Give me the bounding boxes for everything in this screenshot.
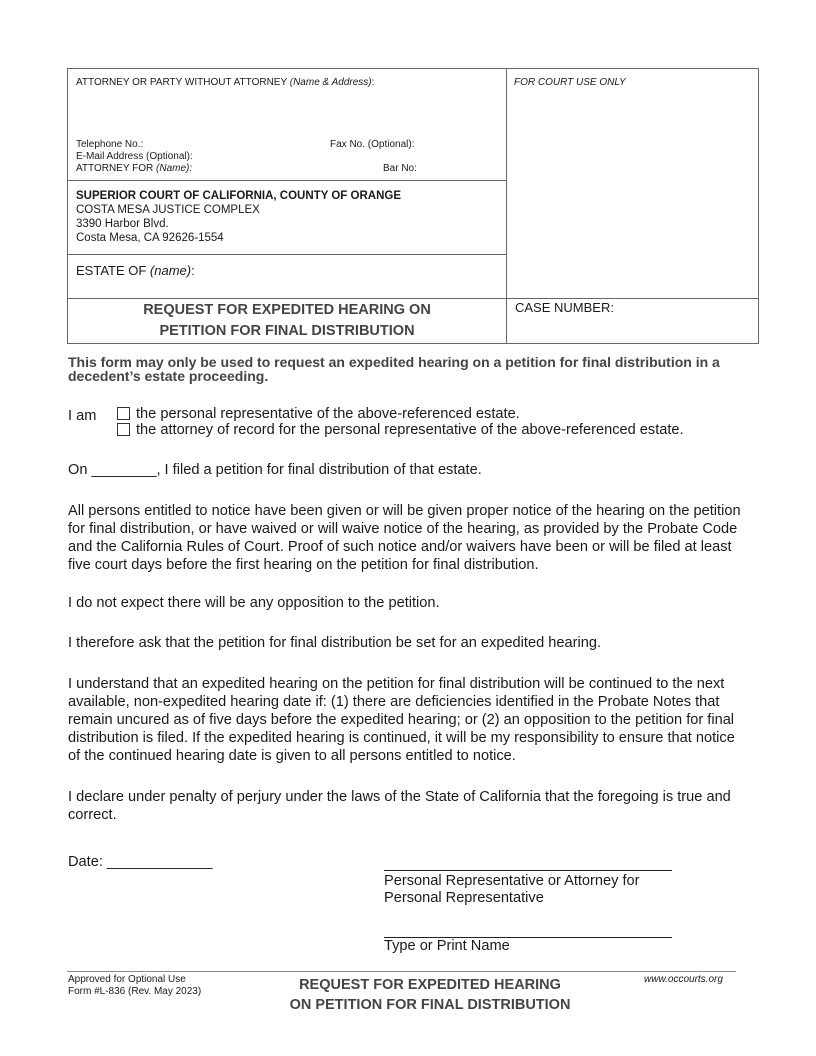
attorney-for-label: ATTORNEY FOR (Name):	[76, 163, 193, 174]
court-complex: COSTA MESA JUSTICE COMPLEX	[76, 204, 260, 216]
notice-paragraph: All persons entitled to notice have been given or will be given proper notice of the hearing on the petition for final distribution, or have waived or will waive notice of the hearing, as provided by the Probate Code and the California Rules of Court. Proof of such notice and/or waivers have been or will be filed at least five court days before the first hearing on the petition for final distribution.	[68, 503, 741, 573]
footer-approval: Approved for Optional Use Form #L-836 (Rev. May 2023)	[68, 974, 202, 997]
declaration-statement: I declare under penalty of perjury under the laws of the State of California that the foregoing is true and correct.	[68, 789, 731, 823]
telephone-label: Telephone No.:	[76, 139, 144, 150]
option-attorney-of-record: the attorney of record for the personal representative of the above-referenced estate.	[136, 422, 684, 438]
option-personal-representative: the personal representative of the above-referenced estate.	[136, 406, 520, 422]
bar-no-label: Bar No:	[383, 163, 417, 174]
attorney-label: ATTORNEY OR PARTY WITHOUT ATTORNEY (Name & Address):	[76, 77, 375, 88]
personal-representative-checkbox[interactable]	[117, 407, 130, 420]
signature-line	[384, 870, 672, 871]
court-use-label: FOR COURT USE ONLY	[514, 77, 626, 88]
signature-caption: Personal Representative or Attorney for Personal Representative	[384, 873, 640, 906]
footer-title: REQUEST FOR EXPEDITED HEARING ON PETITION FOR FINAL DISTRIBUTION	[289, 977, 571, 1013]
court-city: Costa Mesa, CA 92626-1554	[76, 232, 224, 244]
i-am-label: I am	[68, 408, 97, 424]
filed-statement: On ________, I filed a petition for final distribution of that estate.	[68, 462, 482, 478]
attorney-of-record-checkbox[interactable]	[117, 423, 130, 436]
understanding-paragraph: I understand that an expedited hearing on the petition for final distribution will be continued to the next available, non-expedited hearing date if: (1) there are deficiencies identified in the Probate Notes that remain uncured as of five days before the expedited hearing; or (2) an opposition to the petition for final distribution is filed. If the expedited hearing is continued, it will be my responsibility to ensure that notice of the continued hearing date is given to all persons entitled to notice.	[68, 676, 735, 764]
estate-of-label: ESTATE OF (name):	[76, 263, 195, 278]
court-street: 3390 Harbor Blvd.	[76, 218, 169, 230]
fax-label: Fax No. (Optional):	[330, 139, 415, 150]
case-number-label: CASE NUMBER:	[515, 300, 614, 315]
print-name-caption: Type or Print Name	[384, 938, 510, 954]
form-title: REQUEST FOR EXPEDITED HEARING ON PETITION FOR FINAL DISTRIBUTION	[143, 302, 431, 339]
no-opposition-statement: I do not expect there will be any opposition to the petition.	[68, 595, 440, 611]
date-field: Date: _____________	[68, 854, 213, 870]
intro-text: This form may only be used to request an expedited hearing on a petition for final distribution in a decedent’s estate proceeding.	[68, 354, 720, 384]
email-label: E-Mail Address (Optional):	[76, 151, 193, 162]
footer-website: www.occourts.org	[644, 974, 723, 985]
request-statement: I therefore ask that the petition for final distribution be set for an expedited hearing.	[68, 635, 601, 651]
court-info	[76, 189, 401, 245]
court-name: SUPERIOR COURT OF CALIFORNIA, COUNTY OF ORANGE	[76, 190, 401, 202]
footer-divider	[67, 971, 736, 972]
